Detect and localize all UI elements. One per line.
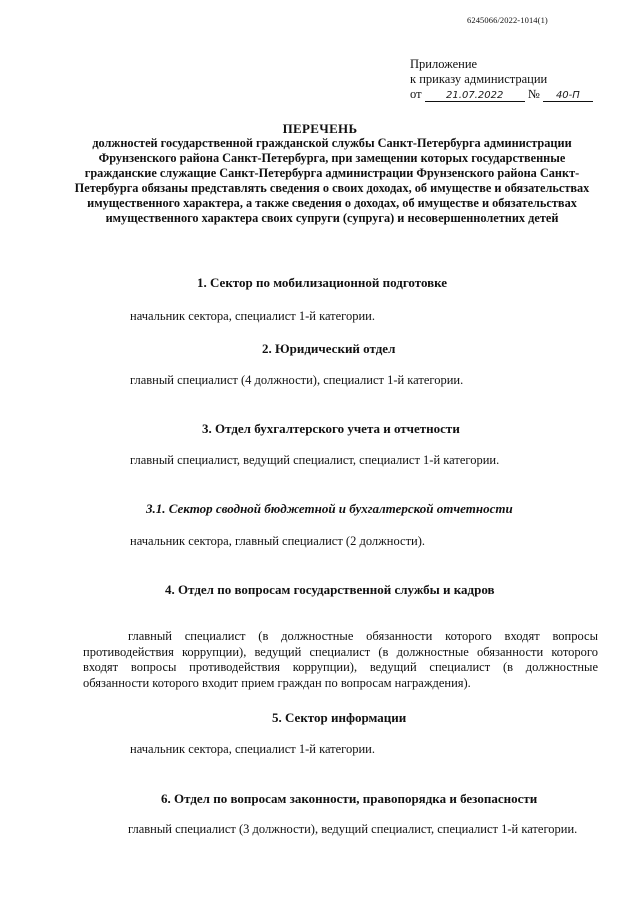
section-text-4: главный специалист (в должностные обязанности которого входят вопросы противодействия коррупции), ведущий специалист (в должностные обязанности которого входят вопросы противодействия коррупции), ведущий специалист (в должностные обязанности которого входит прием граждан по вопросам награждения).: [83, 629, 598, 690]
section-text-6: главный специалист (3 должности), ведущий специалист, специалист 1-й категории.: [128, 822, 578, 836]
section-heading-6: 6. Отдел по вопросам законности, правопорядка и безопасности: [161, 791, 538, 806]
date-prefix: от: [410, 87, 422, 101]
section-heading-3: 3. Отдел бухгалтерского учета и отчетности: [202, 421, 460, 436]
section-text-5: начальник сектора, специалист 1-й категории.: [130, 742, 376, 756]
section-heading-2: 2. Юридический отдел: [262, 341, 396, 356]
section-text-3: главный специалист, ведущий специалист, специалист 1-й категории.: [130, 453, 500, 467]
handwritten-date: 21.07.2022: [425, 90, 525, 102]
appendix-date-row: [410, 87, 593, 102]
appendix-line1: Приложение: [410, 57, 478, 71]
appendix-line2: к приказу администрации: [410, 72, 548, 86]
section-heading-4: 4. Отдел по вопросам государственной службы и кадров: [165, 582, 495, 597]
document-subtitle: должностей государственной гражданской службы Санкт-Петербурга администрации Фрунзенского района Санкт-Петербурга, при замещении которых государственные гражданские служащие Санкт-Петербурга администрации Фрунзенского района Санкт-Петербурга обязаны представлять сведения о своих доходах, об имуществе и обязательствах имущественного характера, а также сведения о доходах, об имуществе и обязательствах имущественного характера своих супруги (супруга) и несовершеннолетних детей: [74, 136, 590, 225]
document-id: 6245066/2022-1014(1): [467, 15, 548, 25]
document-title: ПЕРЕЧЕНЬ: [282, 121, 358, 136]
section-text-1: начальник сектора, специалист 1-й категории.: [130, 309, 376, 323]
appendix-block: [410, 57, 593, 102]
section-heading-5: 5. Сектор информации: [272, 710, 407, 725]
section-text-2: главный специалист (4 должности), специалист 1-й категории.: [130, 373, 464, 387]
section-heading-3-1: 3.1. Сектор сводной бюджетной и бухгалтерской отчетности: [146, 501, 513, 516]
section-heading-1: 1. Сектор по мобилизационной подготовке: [197, 275, 448, 290]
handwritten-number: 40-П: [543, 90, 593, 102]
section-text-3-1: начальник сектора, главный специалист (2 должности).: [130, 534, 426, 548]
number-prefix: №: [527, 87, 540, 101]
